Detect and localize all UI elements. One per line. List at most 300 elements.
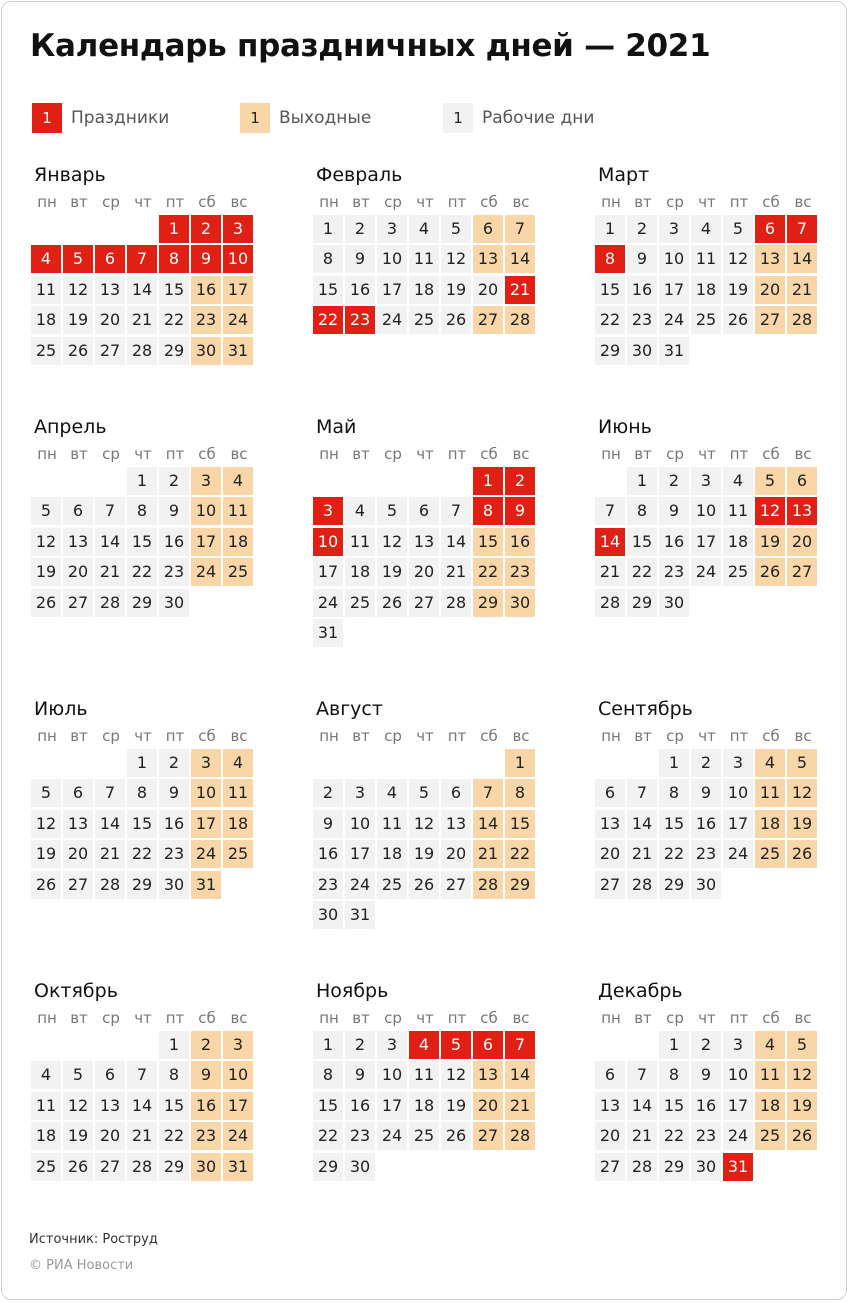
day-cell-work: 19 [31,840,61,868]
day-cell-work: 1 [659,1031,689,1059]
day-cell-work: 11 [31,1092,61,1120]
day-cell-work: 11 [31,276,61,304]
day-cell-holiday: 7 [787,215,817,243]
weekday-label: вт [352,193,370,211]
day-cell-work: 6 [595,1061,625,1089]
day-cell-holiday: 6 [95,245,125,273]
day-cell-weekend: 24 [223,306,253,334]
day-cell-weekend: 28 [473,871,503,899]
day-cell-holiday: 3 [313,497,343,525]
day-cell-work: 13 [95,1092,125,1120]
day-cell-work: 24 [345,871,375,899]
weekday-label: пн [601,1009,621,1027]
day-cell-weekend: 26 [787,840,817,868]
day-cell-weekend: 11 [223,497,253,525]
day-cell-work: 15 [627,528,657,556]
day-cell-weekend: 2 [191,1031,221,1059]
weekday-label: чт [416,193,434,211]
day-cell-weekend: 24 [223,1122,253,1150]
day-cell-weekend: 25 [755,1122,785,1150]
day-cell-weekend: 22 [473,558,503,586]
day-cell-weekend: 5 [787,1031,817,1059]
day-cell-work: 26 [31,589,61,617]
day-cell-holiday: 5 [441,1031,471,1059]
weekday-label: чт [416,1009,434,1027]
day-cell-work: 8 [627,497,657,525]
day-cell-weekend: 20 [473,1092,503,1120]
day-cell-work: 23 [691,840,721,868]
day-cell-work: 9 [691,1061,721,1089]
day-cell-work: 7 [627,1061,657,1089]
day-cell-work: 17 [659,276,689,304]
legend-holiday-label: Праздники [71,108,170,128]
day-cell-work: 27 [63,871,93,899]
weekday-label: пн [37,1009,57,1027]
month-block [31,415,263,657]
day-cell-work: 18 [31,1122,61,1150]
day-cell-work: 3 [691,467,721,495]
day-cell-weekend: 24 [191,558,221,586]
day-grid [31,215,263,405]
weekday-header [313,443,545,465]
day-cell-work: 5 [441,215,471,243]
day-cell-work: 7 [95,497,125,525]
day-cell-work: 27 [63,589,93,617]
weekday-label: вс [512,445,530,463]
day-cell-work: 8 [127,779,157,807]
day-cell-work: 28 [627,871,657,899]
day-cell-work: 12 [441,245,471,273]
day-cell-work: 11 [409,245,439,273]
day-cell-work: 2 [627,215,657,243]
day-cell-work: 17 [723,1092,753,1120]
weekday-label: пт [447,193,467,211]
day-cell-work: 4 [723,467,753,495]
day-cell-weekend: 17 [191,810,221,838]
day-cell-work: 23 [159,558,189,586]
day-cell-weekend: 10 [223,1061,253,1089]
weekday-label: вс [794,1009,812,1027]
day-cell-work: 30 [627,337,657,365]
day-grid [31,749,263,939]
day-cell-weekend: 22 [505,840,535,868]
day-cell-weekend: 11 [755,779,785,807]
day-cell-work: 31 [345,901,375,929]
day-cell-work: 13 [63,810,93,838]
day-cell-weekend: 16 [191,1092,221,1120]
weekday-label: ср [666,193,684,211]
day-cell-work: 10 [345,810,375,838]
day-cell-weekend: 14 [505,1061,535,1089]
day-cell-work: 12 [409,810,439,838]
weekday-header [595,1007,827,1029]
day-cell-work: 16 [159,528,189,556]
day-cell-weekend: 13 [755,245,785,273]
day-cell-work: 25 [409,306,439,334]
weekday-label: ср [384,727,402,745]
day-cell-work: 16 [345,276,375,304]
weekday-label: сб [198,193,216,211]
day-grid [595,215,827,405]
day-cell-work: 17 [345,840,375,868]
day-cell-work: 21 [627,840,657,868]
day-cell-work: 31 [659,337,689,365]
weekday-label: вт [634,727,652,745]
day-cell-weekend: 30 [191,337,221,365]
day-cell-weekend: 3 [191,467,221,495]
day-cell-work: 20 [473,276,503,304]
day-grid [313,467,545,657]
weekday-label: вс [512,1009,530,1027]
day-cell-work: 6 [63,779,93,807]
day-cell-weekend: 21 [473,840,503,868]
day-cell-work: 2 [159,467,189,495]
day-cell-work: 21 [127,1122,157,1150]
day-cell-work: 19 [377,558,407,586]
month-block [595,415,827,657]
day-cell-work: 9 [159,497,189,525]
legend-work [443,103,594,133]
weekday-label: сб [762,445,780,463]
day-cell-work: 25 [409,1122,439,1150]
day-cell-work: 9 [691,779,721,807]
day-cell-work: 5 [31,779,61,807]
day-cell-work: 26 [377,589,407,617]
weekday-header [595,191,827,213]
day-cell-work: 15 [659,810,689,838]
day-cell-work: 25 [345,589,375,617]
day-cell-work: 14 [127,276,157,304]
day-cell-work: 23 [159,840,189,868]
day-cell-work: 12 [31,528,61,556]
day-cell-work: 28 [627,1153,657,1181]
weekday-label: вт [70,1009,88,1027]
day-cell-work: 21 [95,558,125,586]
day-cell-weekend: 19 [787,1092,817,1120]
day-cell-work: 7 [95,779,125,807]
day-grid [595,467,827,657]
weekday-label: пт [729,445,749,463]
day-cell-work: 12 [441,1061,471,1089]
weekday-label: пт [447,1009,467,1027]
weekday-header [31,191,263,213]
day-cell-work: 8 [659,1061,689,1089]
weekday-label: сб [762,193,780,211]
day-cell-holiday: 13 [787,497,817,525]
day-cell-weekend: 18 [223,528,253,556]
day-cell-weekend: 12 [787,1061,817,1089]
day-cell-work: 7 [441,497,471,525]
day-cell-work: 22 [127,840,157,868]
day-cell-work: 7 [627,779,657,807]
day-cell-work: 10 [377,245,407,273]
day-cell-work: 22 [627,558,657,586]
day-cell-work: 25 [377,871,407,899]
day-cell-work: 28 [95,589,125,617]
day-cell-weekend: 26 [787,1122,817,1150]
day-cell-work: 17 [377,276,407,304]
day-cell-weekend: 29 [473,589,503,617]
day-cell-work: 19 [441,1092,471,1120]
day-cell-weekend: 29 [505,871,535,899]
day-cell-weekend: 16 [505,528,535,556]
day-cell-work: 19 [409,840,439,868]
day-cell-work: 8 [159,1061,189,1089]
day-cell-work: 26 [63,337,93,365]
day-cell-weekend: 11 [223,779,253,807]
day-cell-holiday: 10 [313,528,343,556]
day-cell-work: 22 [159,306,189,334]
day-cell-work: 16 [345,1092,375,1120]
month-block [313,979,545,1221]
day-cell-work: 4 [409,215,439,243]
day-cell-work: 29 [627,589,657,617]
day-cell-work: 9 [627,245,657,273]
weekday-label: вс [512,727,530,745]
weekday-label: вт [70,727,88,745]
day-cell-weekend: 3 [223,1031,253,1059]
weekday-label: вт [352,445,370,463]
month-block [595,979,827,1221]
day-cell-work: 29 [313,1153,343,1181]
day-cell-work: 4 [377,779,407,807]
day-cell-work: 22 [159,1122,189,1150]
day-cell-work: 18 [691,276,721,304]
day-cell-work: 3 [377,215,407,243]
weekday-label: пт [729,193,749,211]
day-cell-work: 16 [691,810,721,838]
day-cell-work: 28 [127,1153,157,1181]
day-cell-work: 5 [31,497,61,525]
weekday-label: вс [512,193,530,211]
weekday-label: сб [762,727,780,745]
day-cell-work: 12 [723,245,753,273]
day-cell-weekend: 31 [191,871,221,899]
day-cell-holiday: 21 [505,276,535,304]
day-cell-work: 9 [659,497,689,525]
day-cell-holiday: 14 [595,528,625,556]
day-cell-work: 27 [595,871,625,899]
day-cell-work: 31 [313,619,343,647]
day-cell-work: 9 [345,1061,375,1089]
day-cell-holiday: 8 [473,497,503,525]
day-cell-weekend: 30 [505,589,535,617]
day-cell-work: 3 [723,1031,753,1059]
weekday-label: ср [666,445,684,463]
day-cell-work: 30 [659,589,689,617]
weekday-label: ср [666,727,684,745]
day-cell-work: 25 [31,1153,61,1181]
day-cell-work: 26 [441,306,471,334]
legend-holiday [32,103,169,133]
day-cell-work: 29 [159,337,189,365]
weekday-label: сб [480,193,498,211]
weekday-label: пт [729,1009,749,1027]
weekday-label: вс [230,445,248,463]
day-cell-holiday: 22 [313,306,343,334]
day-cell-work: 26 [441,1122,471,1150]
day-cell-work: 17 [377,1092,407,1120]
weekday-header [595,443,827,465]
weekday-label: пт [447,445,467,463]
day-cell-work: 4 [31,1061,61,1089]
day-cell-work: 1 [595,215,625,243]
weekday-label: вс [794,193,812,211]
day-cell-work: 6 [95,1061,125,1089]
day-cell-work: 21 [127,306,157,334]
weekday-label: пн [601,727,621,745]
day-cell-work: 9 [345,245,375,273]
day-cell-work: 16 [627,276,657,304]
day-cell-weekend: 16 [191,276,221,304]
day-cell-weekend: 14 [505,245,535,273]
day-cell-work: 22 [313,1122,343,1150]
day-cell-work: 7 [595,497,625,525]
day-cell-work: 13 [95,276,125,304]
day-cell-work: 21 [627,1122,657,1150]
weekday-label: вт [634,193,652,211]
day-cell-work: 17 [723,810,753,838]
month-block [31,979,263,1221]
legend-weekend [240,103,371,133]
weekday-label: пн [37,727,57,745]
day-cell-holiday: 6 [755,215,785,243]
day-cell-weekend: 4 [223,749,253,777]
day-cell-work: 29 [659,1153,689,1181]
day-grid [31,467,263,657]
day-cell-work: 19 [723,276,753,304]
weekday-label: пт [165,193,185,211]
day-cell-work: 20 [595,840,625,868]
day-cell-holiday: 6 [473,1031,503,1059]
weekday-label: пн [319,445,339,463]
day-cell-work: 28 [95,871,125,899]
weekday-label: вс [794,727,812,745]
day-cell-work: 2 [345,215,375,243]
month-name: Февраль [316,164,403,186]
weekday-label: сб [480,445,498,463]
month-name: Сентябрь [598,698,693,720]
day-cell-weekend: 20 [755,276,785,304]
day-cell-holiday: 2 [505,467,535,495]
day-cell-weekend: 21 [787,276,817,304]
day-cell-weekend: 11 [755,1061,785,1089]
day-cell-work: 8 [313,1061,343,1089]
day-cell-work: 14 [95,810,125,838]
day-cell-work: 14 [441,528,471,556]
day-cell-work: 11 [723,497,753,525]
weekday-label: ср [384,445,402,463]
weekday-label: пт [165,445,185,463]
page-title: Календарь праздничных дней — 2021 [30,28,711,64]
day-cell-holiday: 1 [159,215,189,243]
day-cell-work: 3 [659,215,689,243]
weekday-label: вс [794,445,812,463]
day-cell-work: 19 [31,558,61,586]
day-cell-work: 23 [345,1122,375,1150]
day-cell-weekend: 23 [191,306,221,334]
weekday-label: чт [134,1009,152,1027]
day-grid [313,749,545,939]
day-cell-work: 1 [127,749,157,777]
month-name: Май [316,416,357,438]
weekday-label: пт [165,1009,185,1027]
day-cell-weekend: 6 [473,215,503,243]
day-cell-weekend: 8 [505,779,535,807]
day-cell-work: 27 [409,589,439,617]
day-cell-weekend: 27 [473,1122,503,1150]
weekday-label: вт [70,193,88,211]
day-cell-work: 11 [345,528,375,556]
month-name: Июнь [598,416,652,438]
day-cell-work: 2 [313,779,343,807]
day-cell-work: 29 [659,871,689,899]
weekday-header [313,191,545,213]
month-name: Июль [34,698,88,720]
day-cell-work: 2 [345,1031,375,1059]
day-cell-work: 30 [159,871,189,899]
day-cell-work: 7 [127,1061,157,1089]
day-cell-weekend: 27 [755,306,785,334]
weekday-label: пн [319,193,339,211]
day-cell-work: 20 [595,1122,625,1150]
day-grid [31,1031,263,1221]
weekday-label: ср [102,445,120,463]
day-cell-work: 12 [377,528,407,556]
day-cell-weekend: 1 [505,749,535,777]
day-cell-weekend: 26 [755,558,785,586]
day-cell-work: 17 [691,528,721,556]
weekday-label: пт [447,727,467,745]
day-cell-work: 22 [659,840,689,868]
day-cell-work: 29 [595,337,625,365]
day-cell-work: 13 [441,810,471,838]
day-cell-work: 1 [313,215,343,243]
day-cell-work: 10 [659,245,689,273]
day-cell-work: 12 [31,810,61,838]
day-cell-work: 13 [63,528,93,556]
day-cell-holiday: 10 [223,245,253,273]
day-cell-work: 1 [313,1031,343,1059]
day-cell-holiday: 4 [409,1031,439,1059]
day-cell-work: 10 [691,497,721,525]
day-cell-work: 8 [313,245,343,273]
month-name: Август [316,698,383,720]
weekday-label: чт [698,727,716,745]
day-grid [595,749,827,939]
day-cell-work: 5 [723,215,753,243]
day-cell-work: 1 [659,749,689,777]
weekday-label: чт [134,445,152,463]
legend-weekend-swatch: 1 [240,103,270,133]
weekday-label: вс [230,727,248,745]
day-cell-work: 10 [723,1061,753,1089]
day-cell-work: 9 [313,810,343,838]
weekday-label: пн [319,1009,339,1027]
weekday-header [595,725,827,747]
day-cell-work: 3 [723,749,753,777]
weekday-label: вт [70,445,88,463]
day-cell-holiday: 8 [159,245,189,273]
month-block [31,697,263,939]
day-cell-work: 19 [63,1122,93,1150]
day-cell-weekend: 6 [787,467,817,495]
day-cell-weekend: 12 [787,779,817,807]
day-cell-work: 30 [691,871,721,899]
legend-work-swatch: 1 [443,103,473,133]
day-cell-work: 5 [63,1061,93,1089]
month-name: Январь [34,164,106,186]
